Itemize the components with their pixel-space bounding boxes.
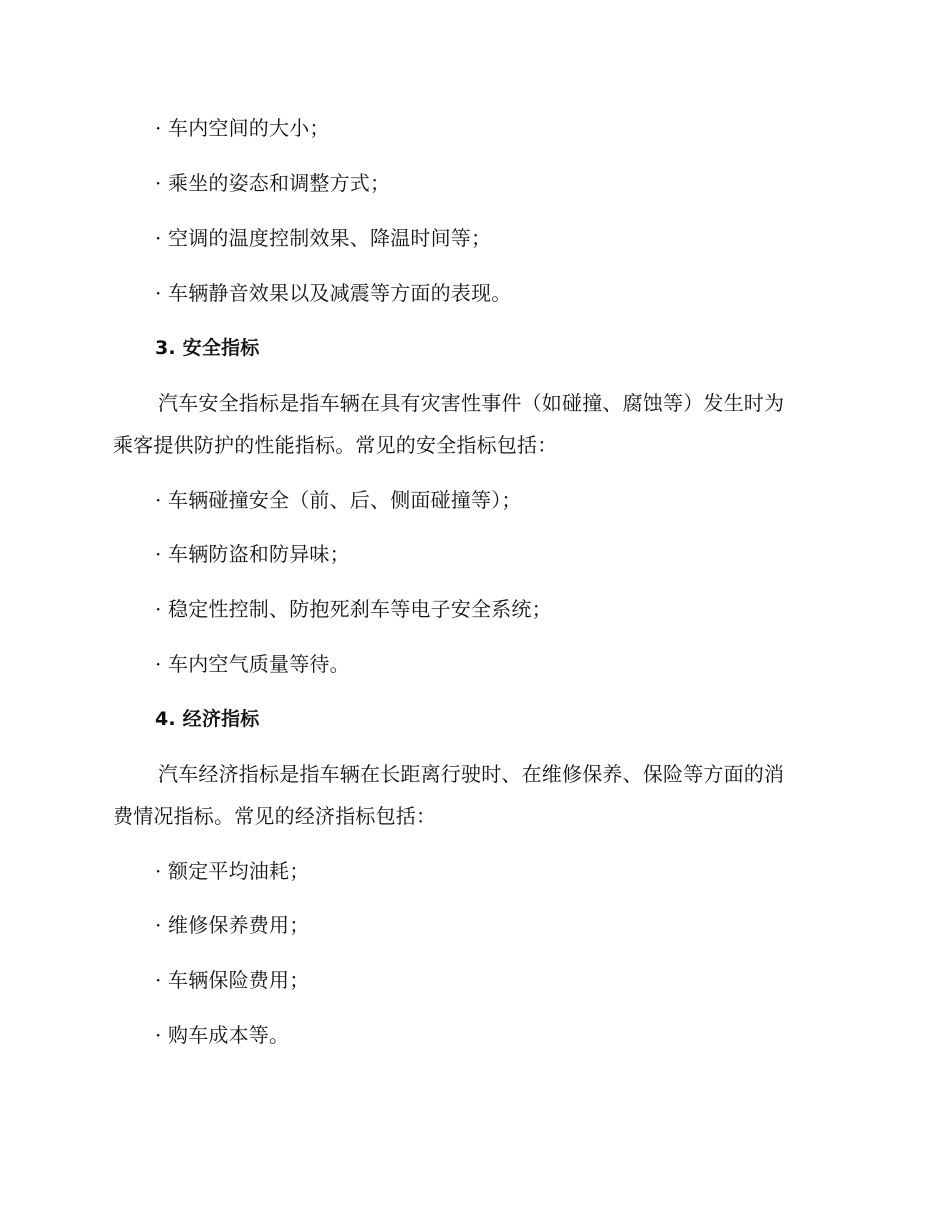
bullet-marker: · (155, 281, 162, 305)
list-item-text: 车辆碰撞安全（前、后、侧面碰撞等）； (168, 488, 522, 512)
list-item-text: 空调的温度控制效果、降温时间等； (168, 226, 492, 250)
list-item-text: 车辆保险费用； (168, 968, 310, 992)
paragraph-economy-line-1: 汽车经济指标是指车辆在长距离行驶时、在维修保养、保险等方面的消 (158, 762, 785, 786)
list-item-text: 车辆静音效果以及减震等方面的表现。 (168, 281, 512, 305)
list-item (155, 281, 511, 305)
bullet-marker: · (155, 652, 162, 676)
list-item (155, 652, 350, 676)
section-heading-safety: 3. 安全指标 (155, 337, 260, 359)
list-item (155, 226, 491, 250)
bullet-marker: · (155, 1023, 162, 1047)
list-item (155, 859, 309, 883)
list-item (155, 913, 309, 937)
list-item-text: 乘坐的姿态和调整方式； (168, 171, 391, 195)
list-item (155, 968, 309, 992)
list-item-text: 维修保养费用； (168, 913, 310, 937)
list-item (155, 488, 522, 512)
bullet-marker: · (155, 968, 162, 992)
list-item (155, 1023, 289, 1047)
list-item (155, 171, 390, 195)
paragraph-safety-line-1: 汽车安全指标是指车辆在具有灾害性事件（如碰撞、腐蚀等）发生时为 (158, 391, 785, 415)
bullet-marker: · (155, 488, 162, 512)
list-item-text: 购车成本等。 (168, 1023, 290, 1047)
list-item (155, 542, 350, 566)
bullet-marker: · (155, 597, 162, 621)
list-item-text: 车内空间的大小； (168, 116, 330, 140)
bullet-marker: · (155, 542, 162, 566)
list-item-text: 车辆防盗和防异味； (168, 542, 350, 566)
bullet-marker: · (155, 226, 162, 250)
list-item-text: 车内空气质量等待。 (168, 652, 350, 676)
list-item (155, 597, 552, 621)
bullet-marker: · (155, 171, 162, 195)
bullet-marker: · (155, 859, 162, 883)
list-item-text: 稳定性控制、防抱死刹车等电子安全系统； (168, 597, 552, 621)
section-heading-economy: 4. 经济指标 (155, 708, 260, 730)
list-item-text: 额定平均油耗； (168, 859, 310, 883)
list-item (155, 116, 330, 140)
bullet-marker: · (155, 913, 162, 937)
paragraph-safety-line-2: 乘客提供防护的性能指标。常见的安全指标包括： (113, 433, 558, 457)
paragraph-economy-line-2: 费情况指标。常见的经济指标包括： (113, 804, 437, 828)
bullet-marker: · (155, 116, 162, 140)
